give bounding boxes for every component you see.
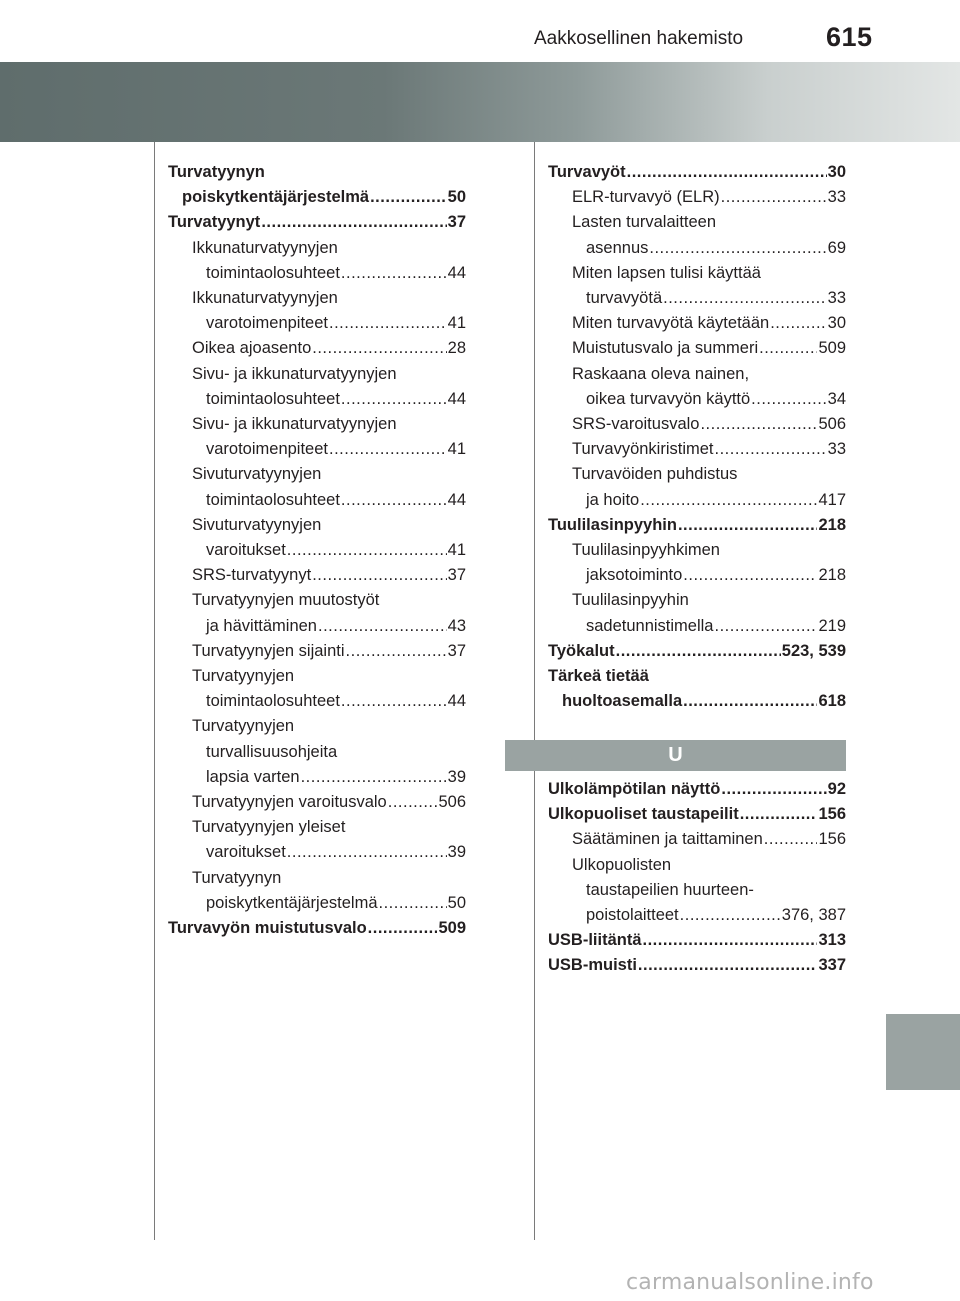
index-entry-text: Muistutusvalo ja summeri (572, 339, 759, 358)
index-entry (548, 588, 846, 638)
index-entry-text: Turvavöiden puhdistus (572, 465, 738, 484)
dot-leader (715, 614, 818, 639)
index-entry (548, 928, 846, 953)
index-entry-text: toimintaolosuhteet (206, 389, 340, 408)
index-entry-text: Turvatyynyt (168, 213, 261, 232)
index-entry (168, 664, 466, 714)
index-entry (168, 563, 466, 588)
dot-leader (678, 513, 818, 538)
index-entry-text: Turvatyynyjen (192, 667, 295, 686)
index-entry (168, 815, 466, 865)
index-entry-text: jaksotoiminto (586, 566, 683, 585)
index-entry-text: oikea turvavyön käyttö (586, 389, 751, 408)
index-entry-text: Tuulilasinpyyhkimen (572, 541, 720, 560)
index-entry (168, 210, 466, 235)
index-page-ref: 618 (818, 692, 846, 711)
index-page-ref: 218 (818, 566, 846, 585)
dot-leader (759, 336, 817, 361)
index-entry (548, 210, 846, 260)
dot-leader (740, 802, 818, 827)
index-entry (168, 236, 466, 286)
index-page-ref: 337 (818, 956, 846, 975)
index-entry (548, 160, 846, 185)
index-page-ref: 30 (827, 314, 846, 333)
index-entry-text: Sivuturvatyynyjen (192, 515, 322, 534)
index-entry (548, 311, 846, 336)
index-entry-text: huoltoasemalla (562, 692, 683, 711)
index-entry-text: SRS-turvatyynyt (192, 566, 312, 585)
index-page-ref: 156 (818, 805, 846, 824)
index-entry-text: varoitukset (206, 843, 286, 862)
dot-leader (368, 916, 438, 941)
index-entry (548, 261, 846, 311)
index-entry (168, 866, 466, 916)
thumb-index-tab (886, 1014, 960, 1090)
index-entry (548, 639, 846, 664)
index-entry-text: Miten lapsen tulisi käyttää (572, 263, 761, 282)
index-page-ref: 41 (447, 314, 466, 333)
index-page-ref: 156 (818, 830, 846, 849)
index-page-ref: 33 (827, 188, 846, 207)
dot-leader (301, 765, 447, 790)
index-page-ref: 41 (447, 440, 466, 459)
index-entry (548, 538, 846, 588)
index-entry-text: taustapeilien huurteen- (586, 880, 754, 899)
index-page-ref: 39 (447, 843, 466, 862)
index-entry (168, 513, 466, 563)
dot-leader (388, 790, 438, 815)
dot-leader (638, 953, 818, 978)
index-entry (168, 790, 466, 815)
index-entry-text: Tuulilasinpyyhin (572, 591, 689, 610)
dot-leader (721, 777, 826, 802)
index-page-ref: 34 (827, 389, 846, 408)
index-entry-text: Sivu- ja ikkunaturvatyynyjen (192, 364, 397, 383)
header-title: Aakkosellinen hakemisto (534, 28, 744, 49)
index-page-ref: 506 (438, 793, 466, 812)
dot-leader (683, 689, 817, 714)
index-page-ref: 44 (447, 692, 466, 711)
dot-leader (751, 387, 826, 412)
index-entry (548, 953, 846, 978)
index-entry (548, 412, 846, 437)
index-entry (168, 714, 466, 790)
dot-leader (683, 563, 817, 588)
index-entry (168, 916, 466, 941)
index-page-ref: 509 (818, 339, 846, 358)
index-entry-text: Miten turvavyötä käytetään (572, 314, 770, 333)
index-entry-text: Turvatyynyn (192, 868, 282, 887)
dot-leader (764, 827, 818, 852)
dot-leader (318, 614, 447, 639)
dot-leader (341, 488, 447, 513)
index-page-ref: 43 (447, 616, 466, 635)
watermark: carmanualsonline.info (626, 1270, 874, 1295)
index-page-ref: 509 (438, 919, 466, 938)
index-entry-text: Raskaana oleva nainen, (572, 364, 750, 383)
index-entry-text: turvallisuusohjeita (206, 742, 338, 761)
index-entry-text: Säätäminen ja taittaminen (572, 830, 763, 849)
index-entry (168, 336, 466, 361)
column-divider-right (534, 142, 535, 1240)
index-page-ref: 37 (447, 566, 466, 585)
dot-leader (287, 840, 447, 865)
dot-leader (700, 412, 817, 437)
index-entry-text: sadetunnistimella (586, 616, 714, 635)
index-entry (168, 362, 466, 412)
index-page-ref: 417 (818, 490, 846, 509)
index-page-ref: 50 (447, 893, 466, 912)
index-page-ref: 219 (818, 616, 846, 635)
index-page-ref: 28 (447, 339, 466, 358)
index-entry-text: varotoimenpiteet (206, 314, 328, 333)
index-page-ref: 39 (447, 767, 466, 786)
index-entry-text: ja hoito (586, 490, 640, 509)
index-entry-text: Turvatyynyjen muutostyöt (192, 591, 380, 610)
index-page-ref: 50 (447, 188, 466, 207)
dot-leader (341, 261, 447, 286)
index-entry-text: Turvatyynyjen varoitusvalo (192, 793, 387, 812)
index-entry-text: Työkalut (548, 641, 615, 660)
column-divider-left (154, 142, 155, 1240)
index-page-ref: 313 (818, 931, 846, 950)
dot-leader (341, 689, 447, 714)
index-entry-text: toimintaolosuhteet (206, 490, 340, 509)
index-entry-text: Ulkopuolisten (572, 855, 672, 874)
index-entry-text: SRS-varoitusvalo (572, 415, 700, 434)
index-entry-text: Turvatyynyjen (192, 717, 295, 736)
index-entry (548, 664, 846, 714)
index-entry-text: varotoimenpiteet (206, 440, 328, 459)
index-entry (548, 853, 846, 929)
index-entry (548, 362, 846, 412)
index-entry-text: Turvavyönkiristimet (572, 440, 714, 459)
index-entry-text: Turvatyynyjen yleiset (192, 818, 346, 837)
dot-leader (643, 928, 818, 953)
index-entry-text: Tuulilasinpyyhin (548, 515, 677, 534)
page-number: 615 (826, 22, 873, 52)
index-entry-text: Turvavyön muistutusvalo (168, 919, 367, 938)
index-entry-text: USB-muisti (548, 956, 637, 975)
index-entry-text: varoitukset (206, 541, 286, 560)
index-column-left (168, 160, 466, 941)
index-page-ref: 218 (818, 515, 846, 534)
page-header (0, 0, 960, 62)
index-entry-text: Ikkunaturvatyynyjen (192, 238, 338, 257)
index-entry-text: turvavyötä (586, 289, 663, 308)
dot-leader (663, 286, 827, 311)
index-entry-text: Turvatyynyjen sijainti (192, 641, 345, 660)
dot-leader (287, 538, 447, 563)
index-page-ref: 44 (447, 263, 466, 282)
index-entry-text: USB-liitäntä (548, 931, 642, 950)
index-page-ref: 69 (827, 238, 846, 257)
index-column-right (548, 160, 846, 714)
index-entry-text: Oikea ajoasento (192, 339, 312, 358)
index-page-ref: 37 (447, 641, 466, 660)
dot-leader (312, 563, 446, 588)
index-entry-text: Turvavyöt (548, 163, 626, 181)
dot-leader (640, 488, 817, 513)
index-entry (168, 412, 466, 462)
index-entry (548, 185, 846, 210)
index-entry-text: Lasten turvalaitteen (572, 213, 717, 232)
index-page-ref: 506 (818, 415, 846, 434)
index-section-u (548, 777, 846, 979)
section-heading-u: U (505, 740, 846, 771)
index-entry (548, 777, 846, 802)
dot-leader (341, 387, 447, 412)
dot-leader (721, 185, 827, 210)
index-page-ref: 92 (827, 780, 846, 798)
index-entry-text: ja hävittäminen (206, 616, 317, 635)
index-entry (548, 802, 846, 827)
index-entry-text: poiskytkentäjärjestelmä (206, 893, 378, 912)
index-page-ref: 33 (827, 289, 846, 308)
index-entry (168, 160, 466, 210)
index-entry-text: Ulkopuoliset taustapeilit (548, 805, 739, 824)
index-entry (168, 286, 466, 336)
index-page-ref: 33 (827, 440, 846, 459)
index-entry (168, 462, 466, 512)
index-entry (548, 336, 846, 361)
dot-leader (312, 336, 446, 361)
index-entry (548, 437, 846, 462)
dot-leader (627, 160, 827, 185)
index-page-ref: 41 (447, 541, 466, 560)
index-entry-text: Sivu- ja ikkunaturvatyynyjen (192, 415, 397, 434)
index-entry-text: poistolaitteet (586, 906, 679, 925)
dot-leader (329, 437, 447, 462)
index-entry-text: Sivuturvatyynyjen (192, 465, 322, 484)
index-entry-text: Ikkunaturvatyynyjen (192, 289, 338, 308)
dot-leader (370, 185, 447, 210)
index-page-ref: 37 (447, 213, 466, 232)
dot-leader (329, 311, 447, 336)
index-entry (548, 827, 846, 852)
index-entry-text: poiskytkentäjärjestelmä (182, 188, 370, 207)
dot-leader (346, 639, 447, 664)
index-entry-text: Tärkeä tietää (548, 667, 649, 686)
dot-leader (680, 903, 781, 928)
dot-leader (715, 437, 827, 462)
index-entry-text: ELR-turvavyö (ELR) (572, 188, 720, 207)
index-entry-text: Turvatyynyn (168, 163, 265, 181)
index-entry (548, 513, 846, 538)
dot-leader (770, 311, 826, 336)
index-page-ref: 44 (447, 389, 466, 408)
index-entry (168, 639, 466, 664)
dot-leader (261, 210, 446, 235)
header-banner (0, 62, 960, 142)
index-entry (548, 462, 846, 512)
index-page-ref: 376, 387 (781, 906, 846, 925)
index-entry-text: toimintaolosuhteet (206, 692, 340, 711)
index-entry (168, 588, 466, 638)
index-entry-text: lapsia varten (206, 767, 300, 786)
index-page-ref: 523, 539 (781, 641, 846, 660)
dot-leader (616, 639, 781, 664)
index-entry-text: toimintaolosuhteet (206, 263, 340, 282)
index-entry-text: Ulkolämpötilan näyttö (548, 780, 721, 798)
index-entry-text: asennus (586, 238, 649, 257)
index-page-ref: 30 (827, 163, 846, 181)
dot-leader (379, 891, 447, 916)
index-page-ref: 44 (447, 490, 466, 509)
dot-leader (649, 236, 826, 261)
